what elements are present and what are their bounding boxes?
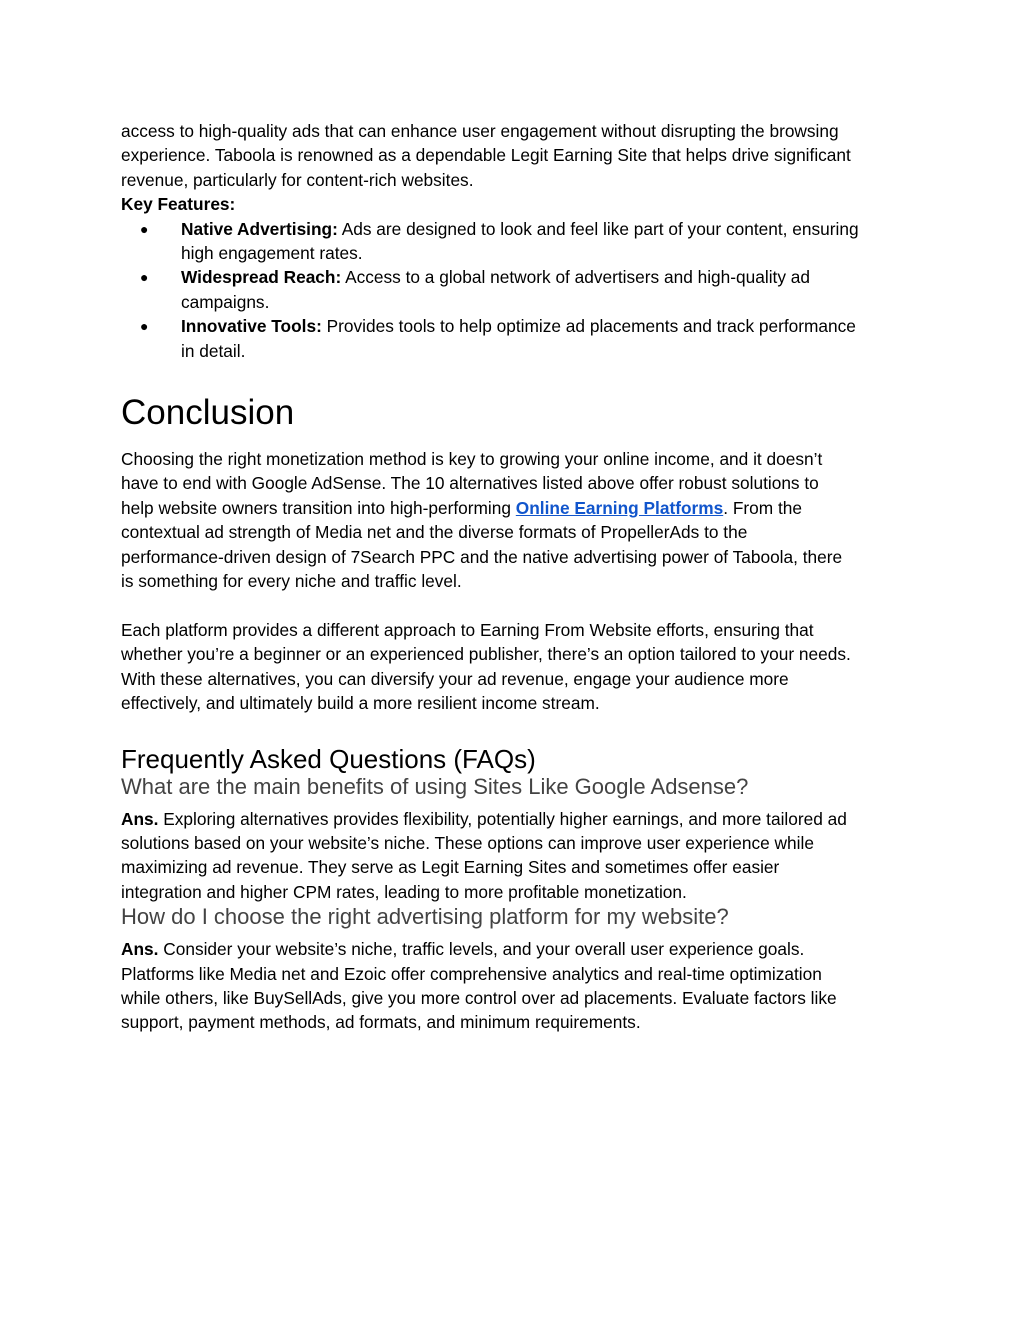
intro-line: revenue, particularly for content-rich websites. bbox=[121, 169, 474, 190]
answer-label: Ans. bbox=[121, 939, 159, 960]
answer-label: Ans. bbox=[121, 808, 159, 829]
paragraph-line: support, payment methods, ad formats, and minimum requirements. bbox=[121, 1012, 641, 1033]
conclusion-paragraph-1 bbox=[121, 447, 921, 593]
feature-text: high engagement rates. bbox=[181, 243, 363, 264]
paragraph-line: Ans. Consider your website’s niche, traffic levels, and your overall user experience goals. bbox=[121, 939, 805, 960]
list-item bbox=[121, 217, 921, 266]
paragraph-line: integration and higher CPM rates, leading to more profitable monetization. bbox=[121, 881, 687, 902]
paragraph-spacer bbox=[121, 594, 921, 618]
feature-text: Provides tools to help optimize ad placements and track performance bbox=[321, 316, 856, 337]
paragraph-line: contextual ad strength of Media net and the diverse formats of PropellerAds to the bbox=[121, 522, 748, 543]
faq-heading: Frequently Asked Questions (FAQs) bbox=[121, 743, 536, 774]
paragraph-line: Choosing the right monetization method is key to growing your online income, and it doesn’t bbox=[121, 449, 823, 470]
key-features-list bbox=[121, 217, 921, 363]
intro-line: experience. Taboola is renowned as a dependable Legit Earning Site that helps drive significant bbox=[121, 145, 851, 166]
faq-question-2: How do I choose the right advertising platform for my website? bbox=[121, 904, 729, 930]
feature-text: in detail. bbox=[181, 340, 246, 361]
document-page bbox=[121, 119, 921, 1035]
paragraph-line: performance-driven design of 7Search PPC and the native advertising power of Taboola, there bbox=[121, 546, 843, 567]
feature-text: Access to a global network of advertisers and high-quality ad bbox=[341, 267, 811, 288]
key-features-heading: Key Features: bbox=[121, 194, 236, 215]
paragraph-line: is something for every niche and traffic level. bbox=[121, 571, 462, 592]
faq-question-1: What are the main benefits of using Sites Like Google Adsense? bbox=[121, 773, 749, 799]
feature-label: Native Advertising: bbox=[181, 218, 338, 239]
bullet-icon: ● bbox=[140, 318, 149, 335]
intro-line: access to high-quality ads that can enhance user engagement without disrupting the browsing bbox=[121, 121, 839, 141]
list-item bbox=[121, 265, 921, 314]
paragraph-line: Ans. Exploring alternatives provides flexibility, potentially higher earnings, and more tailored ad bbox=[121, 808, 847, 829]
paragraph-line: Each platform provides a different approach to Earning From Website efforts, ensuring that bbox=[121, 619, 814, 640]
feature-label: Widespread Reach: bbox=[181, 267, 342, 288]
paragraph-line: help website owners transition into high-performing Online Earning Platforms. From the bbox=[121, 497, 802, 518]
paragraph-line: With these alternatives, you can diversify your ad revenue, engage your audience more bbox=[121, 668, 789, 689]
conclusion-paragraph-2 bbox=[121, 618, 921, 716]
intro-paragraph bbox=[121, 119, 921, 192]
paragraph-line: solutions based on your website’s niche. These options can improve user experience while bbox=[121, 832, 814, 853]
online-earning-platforms-link[interactable]: Online Earning Platforms bbox=[515, 497, 724, 518]
list-item bbox=[121, 314, 921, 363]
conclusion-heading: Conclusion bbox=[121, 393, 295, 433]
feature-text: campaigns. bbox=[181, 291, 270, 312]
paragraph-line: effectively, and ultimately build a more resilient income stream. bbox=[121, 693, 600, 714]
feature-label: Innovative Tools: bbox=[181, 316, 322, 337]
feature-text: Ads are designed to look and feel like part of your content, ensuring bbox=[337, 218, 859, 239]
bullet-icon: ● bbox=[140, 220, 149, 237]
paragraph-line: whether you’re a beginner or an experienced publisher, there’s an option tailored to your needs. bbox=[121, 644, 851, 665]
paragraph-line: maximizing ad revenue. They serve as Legit Earning Sites and sometimes offer easier bbox=[121, 857, 780, 878]
faq-answer-2 bbox=[121, 937, 921, 1035]
paragraph-line: Platforms like Media net and Ezoic offer comprehensive analytics and real-time optimization bbox=[121, 963, 822, 984]
bullet-icon: ● bbox=[140, 269, 149, 286]
paragraph-line: while others, like BuySellAds, give you more control over ad placements. Evaluate factors like bbox=[121, 987, 837, 1008]
paragraph-line: have to end with Google AdSense. The 10 alternatives listed above offer robust solutions to bbox=[121, 473, 819, 494]
faq-answer-1 bbox=[121, 807, 921, 905]
